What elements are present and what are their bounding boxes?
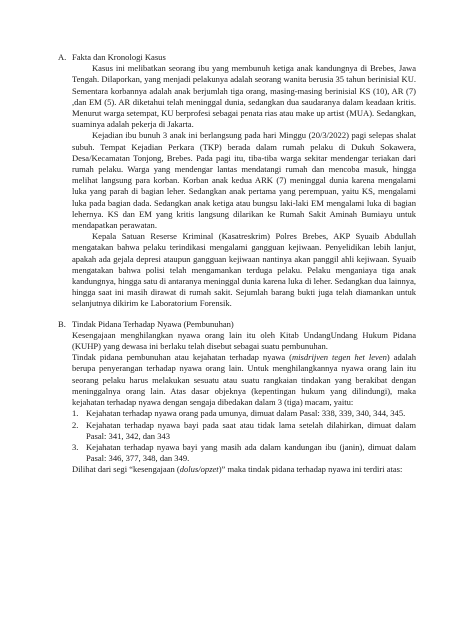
section-a-heading bbox=[58, 52, 416, 63]
list-item-number: 3. bbox=[72, 441, 79, 452]
section-b-heading bbox=[58, 319, 416, 330]
section-a-body bbox=[58, 63, 416, 309]
section-a-paragraph-2: Kejadian ibu bunuh 3 anak ini berlangsung pada hari Minggu (20/3/2022) pagi selepas shalat subuh. Tempat Kejadian Perkara (TKP) berada dalam rumah pelaku di Dukuh Sokawera, Desa/Kecamatan Tonjong, Brebes. Pada pagi itu, tiba-tiba warga sekitar mendengar teriakan dari rumah pelaku. Warga yang mendengar lantas mendatangi rumah dan mencoba masuk, hingga melihat langsung para korban. Korban anak kedua ARK (7) meninggal dunia karena mengalami luka yang parah di bagian leher. Sedangkan anak pertama yang perempuan, yaitu KS, mengalami luka pada bagian dada. Sedangkan anak ketiga atau bungsu laki-laki EM mengalami luka di bagian lehernya. KS dan EM yang kritis langsung dilarikan ke Rumah Sakit Aminah Bumiayu untuk mendapatkan perawatan. bbox=[72, 130, 416, 231]
section-b-title: Tindak Pidana Terhadap Nyawa (Pembunuhan) bbox=[72, 318, 234, 329]
list-item-number: 2. bbox=[72, 419, 79, 430]
closing-term: dolus/opzet bbox=[179, 464, 219, 475]
intro-2-term: misdrijven tegen het leven bbox=[292, 352, 387, 363]
section-b-body bbox=[58, 330, 416, 476]
list-item-text: Kejahatan terhadap nyawa bayi yang masih ada dalam kandungan ibu (janin), dimuat dalam Pasal: 346, 377, 348, dan 349. bbox=[86, 441, 416, 464]
list-item bbox=[72, 408, 416, 419]
section-b-closing bbox=[72, 464, 416, 475]
list-item bbox=[72, 420, 416, 442]
section-a-title: Fakta dan Kronologi Kasus bbox=[72, 52, 166, 62]
section-b-letter: B. bbox=[58, 318, 66, 329]
section-b-intro-1: Kesengajaan menghilangkan nyawa orang lain itu oleh Kitab UndangUndang Hukum Pidana (KUHP) yang dewasa ini berlaku telah disebut sebagai suatu pembunuhan. bbox=[72, 329, 416, 352]
intro-2-text-b: ) adalah berupa penyerangan terhadap nyawa orang lain. Untuk menghilangkannya nyawa orang lain itu seorang pelaku harus melakukan sesuatu atau suatu rangkaian tindakan yang berakibat dengan meninggalnya orang lain. Atas dasar objeknya (kepentingan hukum yang dilindungi), maka kejahatan terhadap nyawa dengan sengaja dibedakan dalam 3 (tiga) macam, yaitu: bbox=[72, 352, 416, 408]
closing-text-a: Dilihat dari segi “kesengajaan ( bbox=[72, 464, 180, 475]
section-a-paragraph-1: Kasus ini melibatkan seorang ibu yang membunuh ketiga anak kandungnya di Brebes, Jawa Tengah. Dilaporkan, yang menjadi pelakunya adalah seorang wanita berusia 35 tahun berinisial KU. Sementara korbannya adalah anak berjumlah tiga orang, masing-masing berinisial KS (10), AR (7) ,dan EM (5). AR diketahui telah meninggal dunia, sedangkan dua saudaranya dalam keadaan kritis. Menurut warga setempat, KU berprofesi sebagai penata rias atau make up artist (MUA). Sedangkan, suaminya adalah pekerja di Jakarta. bbox=[72, 63, 416, 130]
intro-2-text-a: Tindak pidana pembunuhan atau kejahatan terhadap nyawa ( bbox=[72, 352, 292, 363]
closing-text-b: )” maka tindak pidana terhadap nyawa ini terdiri atas: bbox=[218, 464, 403, 475]
list-item-number: 1. bbox=[72, 408, 79, 419]
section-b-intro-2 bbox=[72, 352, 416, 408]
list-item-text: Kejahatan terhadap nyawa orang pada umunya, dimuat dalam Pasal: 338, 339, 340, 344, 345. bbox=[86, 408, 406, 419]
section-a-letter: A. bbox=[58, 52, 67, 62]
list-item-text: Kejahatan terhadap nyawa bayi pada saat atau tidak lama setelah dilahirkan, dimuat dalam Pasal: 341, 342, dan 343 bbox=[86, 419, 416, 441]
section-a-paragraph-3: Kepala Satuan Reserse Kriminal (Kasatreskrim) Polres Brebes, AKP Syuaib Abdullah mengatakan bahwa pelaku terindikasi mengalami gangguan kejiwaan. Penyelidikan lebih lanjut, apakah ada gejala depresi ataupun gangguan kejiwaan nantinya akan panggil ahli kejiwaan. Syuaib mengatakan bahwa polisi telah mengamankan terduga pelaku. Pelaku menganiaya tiga anak kandungnya, hingga satu di antaranya meninggal dunia karena luka di leher. Sedangkan dua lainnya, hingga saat ini masih dirawat di rumah sakit. Sejumlah barang bukti juga telah diamankan untuk selanjutnya dikirim ke Laboratorium Forensik. bbox=[72, 231, 416, 309]
list-item bbox=[72, 442, 416, 464]
crime-category-list bbox=[72, 408, 416, 464]
